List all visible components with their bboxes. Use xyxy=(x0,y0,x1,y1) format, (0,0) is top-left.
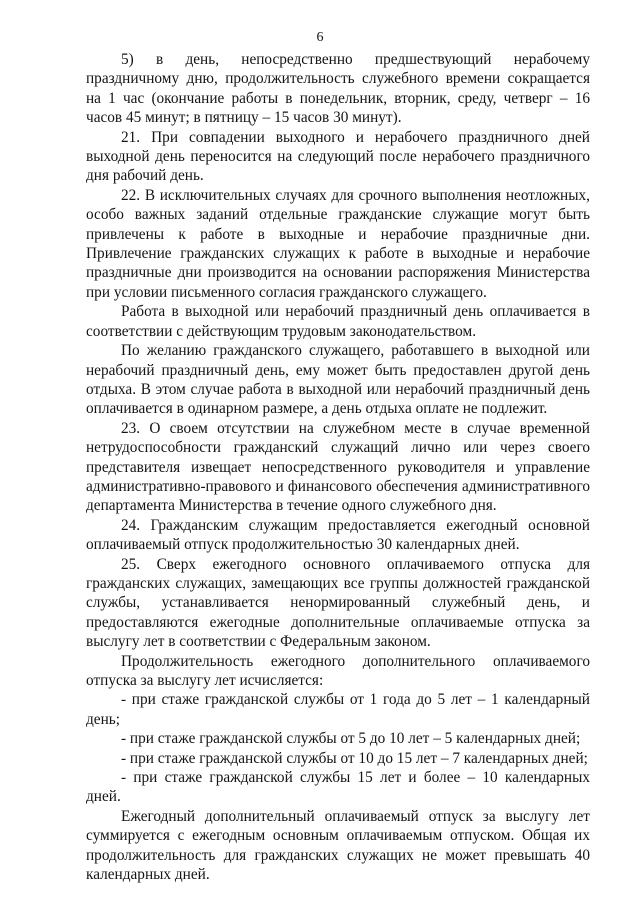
list-item-5-10-years: - при стаже гражданской службы от 5 до 10 лет – 5 календарных дней; xyxy=(121,730,581,748)
list-item-10-15-years: - при стаже гражданской службы от 10 до 15 лет – 7 календарных дней; xyxy=(121,749,588,767)
list-item-15-plus-years: - при стаже гражданской службы 15 лет и более – 10 календарных дней. xyxy=(86,769,590,806)
document-body xyxy=(86,50,590,884)
paragraph-22-payment: Работа в выходной или нерабочий праздничный день оплачивается в соответствии с действующим трудовым законодательством. xyxy=(86,303,590,340)
paragraph-22-day-off: По желанию гражданского служащего, работавшего в выходной или нерабочий праздничный день, ему может быть предоставлен другой день отдыха. В этом случае работа в выходной или нерабочий праздничный день оплачивается в одинарном размере, а день отдыха оплате не подлежит. xyxy=(86,342,590,418)
paragraph-23: 23. О своем отсутствии на служебном месте в случае временной нетрудоспособности гражданский служащий лично или через своего представителя извещает непосредственного руководителя и управление административно-правового и финансового обеспечения административного департамента Министерства в течение одного служебного дня. xyxy=(86,419,590,515)
paragraph-24: 24. Гражданским служащим предоставляется ежегодный основной оплачиваемый отпуск продолжительностью 30 календарных дней. xyxy=(86,516,590,554)
paragraph-22: 22. В исключительных случаях для срочного выполнения неотложных, особо важных заданий отдельные гражданские служащие могут быть привлечены к работе в выходные и нерабочие праздничные дни. Привлечение гражданских служащих к работе в выходные и нерабочие праздничные дни производится на основании распоряжения Министерства при условии письменного согласия гражданского служащего. xyxy=(86,186,590,301)
paragraph-25-summary: Ежегодный дополнительный оплачиваемый отпуск за выслугу лет суммируется с ежегодным основным оплачиваемым отпуском. Общая их продолжительность для гражданских служащих не может превышать 40 календарных дней. xyxy=(86,807,590,884)
paragraph-21: 21. При совпадении выходного и нерабочего праздничного дней выходной день переносится на следующий после нерабочего праздничного дня рабочий день. xyxy=(86,128,590,185)
paragraph-25: 25. Сверх ежегодного основного оплачиваемого отпуска для гражданских служащих, замещающих все группы должностей гражданской службы, устанавливается ненормированный служебный день, и предоставляются ежегодные дополнительные оплачиваемые отпуска за выслугу лет в соответствии с Федеральным законом. xyxy=(86,555,590,651)
paragraph-25-duration: Продолжительность ежегодного дополнительного оплачиваемого отпуска за выслугу лет исчисляется: xyxy=(86,652,590,689)
paragraph-item-5: 5) в день, непосредственно предшествующий нерабочему праздничному дню, продолжительность служебного времени сокращается на 1 час (окончание работы в понедельник, вторник, среду, четверг – 16 часов 45 минут; в пятницу – 15 часов 30 минут). xyxy=(86,51,590,127)
page-number: 6 xyxy=(316,30,324,45)
list-item-1-5-years: - при стаже гражданской службы от 1 года до 5 лет – 1 календарный день; xyxy=(86,691,590,728)
